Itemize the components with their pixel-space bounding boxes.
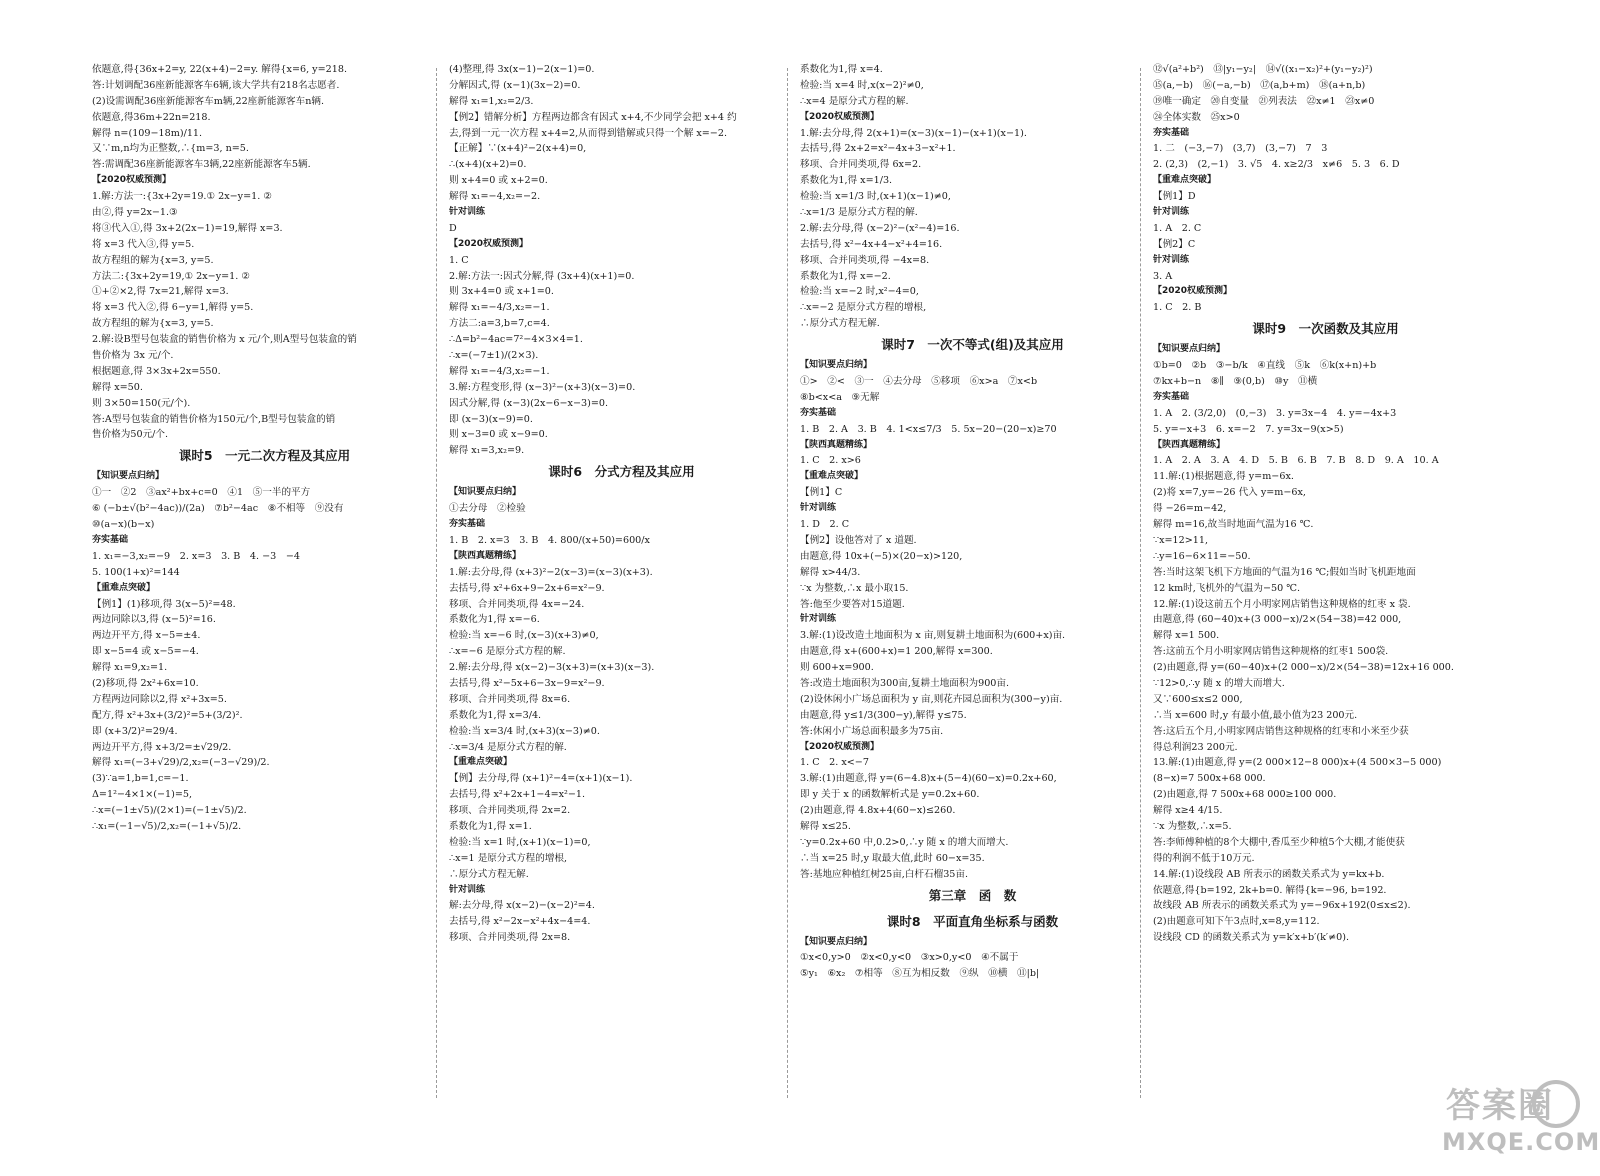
answer-line: 由题意,得 y≤1/3(300−y),解得 y≤75. (800, 709, 967, 721)
answer-line: 答:计划调配36座新能源客车6辆,该大学共有218名志愿者. (92, 79, 340, 91)
section-heading: 【陕西真题精练】 (1153, 439, 1226, 450)
answer-line: (2)设需调配36座新能源客车m辆,22座新能源客车n辆. (92, 95, 325, 107)
answer-line: 检验:当 x=4 时,x(x−2)²≠0, (800, 79, 924, 91)
answer-line: 系数化为1,得 x=3/4. (449, 709, 542, 721)
answer-line: 答:改造土地面积为300亩,复耕土地面积为900亩. (800, 677, 1010, 689)
answer-line: 故方程组的解为{x=3, y=5. (92, 318, 214, 330)
answer-line: 移项、合并同类项,得 8x=6. (449, 693, 571, 705)
column-divider (787, 68, 788, 1098)
answer-line: 解得 x≥4 4/15. (1153, 805, 1223, 817)
answer-line: 3. A (1153, 270, 1173, 282)
answer-line: 即 x−5=4 或 x−5=−4. (92, 646, 199, 658)
answer-line: 1.解:方法一:{3x+2y=19.① 2x−y=1. ② (92, 191, 272, 203)
answer-line: 2.解:去分母,得 (x−2)²−(x²−4)=16. (800, 222, 960, 234)
section-heading: 【知识要点归纳】 (800, 936, 873, 947)
section-heading: 【重难点突破】 (800, 471, 864, 482)
answer-line: ∴当 x=25 时,y 取最大值,此时 60−x=35. (800, 852, 985, 864)
answer-line: 答:他至少要答对15道题. (800, 598, 905, 610)
column-1 (92, 62, 437, 1102)
answer-line: ①+②×2,得 7x=21,解得 x=3. (92, 286, 229, 298)
section-heading: 【2020权威预测】 (92, 175, 172, 186)
section-heading: 针对训练 (449, 884, 486, 895)
answer-line: ∴原分式方程无解. (800, 318, 880, 330)
answer-line: 移项、合并同类项,得 2x=8. (449, 932, 571, 944)
answer-line: 答:这后五个月,小明家网店销售这种规格的红枣和小米至少获 (1153, 725, 1409, 737)
answer-line: ⑮(a,−b) ⑯(−a,−b) ⑰(a,b+m) ⑱(a+n,b) (1153, 79, 1366, 91)
answer-line: 答:休闲小广场总面积最多为75亩. (800, 725, 944, 737)
answer-line: 去括号,得 x²−5x+6−3x−9=x²−9. (449, 677, 605, 689)
answer-line: ⑧b<x<a ⑨无解 (800, 391, 880, 403)
answer-line: 去括号,得 x²+2x+1−4=x²−1. (449, 789, 586, 801)
section-heading: 针对训练 (800, 503, 837, 514)
answer-line: 【例1】C (800, 487, 843, 499)
answer-line: (2)将 x=7,y=−26 代入 y=m−6x, (1153, 487, 1306, 499)
answer-line: 解得 x₁=(−3+√29)/2,x₂=(−3−√29)/2. (92, 757, 270, 769)
answer-line: 1. D 2. C (800, 519, 850, 531)
answer-line: 则 x−3=0 或 x−9=0. (449, 429, 548, 441)
answer-line: 移项、合并同类项,得 6x=2. (800, 159, 922, 171)
answer-line: 两边同除以3,得 (x−5)²=16. (92, 614, 216, 626)
answer-line: 移项、合并同类项,得 2x=2. (449, 805, 571, 817)
answer-line: 【正解】∵(x+4)²−2(x+4)=0, (449, 143, 587, 155)
answer-line: ∴当 x=600 时,y 有最小值,最小值为23 200元. (1153, 709, 1358, 721)
watermark-text: 答案圈 (1446, 1086, 1554, 1126)
answer-line: 依题意,得{b=192, 2k+b=0. 解得{k=−96, b=192. (1153, 884, 1387, 896)
answer-line: (2)设休闲小广场总面积为 y 亩,则花卉园总面积为(300−y)亩. (800, 693, 1063, 705)
answer-line: 14.解:(1)设线段 AB 所表示的函数关系式为 y=kx+b. (1153, 868, 1385, 880)
answer-line: 解得 x₁=1,x₂=2/3. (449, 95, 534, 107)
answer-line: 答:需调配36座新能源客车3辆,22座新能源客车5辆. (92, 159, 311, 171)
answer-line: 系数化为1,得 x=1/3. (800, 175, 893, 187)
answer-line: 解得 x₁=−4/3,x₂=−1. (449, 365, 550, 377)
answer-line: 检验:当 x=3/4 时,(x+3)(x−3)≠0. (449, 725, 600, 737)
answer-line: 设线段 CD 的函数关系式为 y=k′x+b′(k′≠0). (1153, 932, 1350, 944)
section-title: 课时5 一元二次方程及其应用 (178, 448, 351, 464)
answer-line: 2.解:设B型号包装盒的销售价格为 x 元/个,则A型号包装盒的销 (92, 334, 357, 346)
answer-line: ∴(x+4)(x+2)=0. (449, 159, 527, 171)
answer-line: ∴x=1 是原分式方程的增根, (449, 852, 568, 864)
answer-line: 由题意,得 (60−40)x+(3 000−x)/2×(54−38)=42 000, (1153, 614, 1402, 626)
section-heading: 【重难点突破】 (449, 757, 513, 768)
answer-line: 【例2】C (1153, 238, 1196, 250)
answer-line: (2)由题意,得 y=(60−40)x+(2 000−x)/2×(54−38)=12x+16 000. (1153, 662, 1454, 674)
answer-line: 1. B 2. A 3. B 4. 1<x≤7/3 5. 5x−20−(20−x)≥70 (800, 423, 1057, 435)
answer-line: (2)移项,得 2x²+6x=10. (92, 677, 199, 689)
answer-line: 去括号,得 2x+2=x²−4x+3−x²+1. (800, 143, 956, 155)
answer-line: 解得 m=16,故当时地面气温为16 ℃. (1153, 519, 1314, 531)
section-heading: 【重难点突破】 (1153, 175, 1217, 186)
answer-line: ⑤y₁ ⑥x₂ ⑦相等 ⑧互为相反数 ⑨纵 ⑩横 ⑪|b| (800, 968, 1040, 980)
answer-line: 分解因式,得 (x−1)(3x−2)=0. (449, 79, 581, 91)
section-title: 课时9 一次函数及其应用 (1252, 321, 1399, 337)
answer-line: ∵x=12>11, (1153, 534, 1209, 546)
answer-line: ∴x=(−7±1)/(2×3). (449, 350, 539, 362)
answer-line: ∴x=−2 是原分式方程的增根, (800, 302, 927, 314)
answer-line: (2)由题意,得 4.8x+4(60−x)≤260. (800, 805, 956, 817)
answer-line: 1.解:去分母,得 2(x+1)=(x−3)(x−1)−(x+1)(x−1). (800, 127, 1027, 139)
watermark-logo (1436, 1078, 1600, 1168)
section-heading: 夯实基础 (449, 519, 486, 530)
column-4 (1153, 62, 1498, 1102)
answer-line: 故线段 AB 所表示的函数关系式为 y=−96x+192(0≤x≤2). (1153, 900, 1411, 912)
section-heading: 夯实基础 (800, 407, 837, 418)
answer-line: D (449, 222, 457, 234)
answer-line: Δ=1²−4×1×(−1)=5, (92, 789, 193, 801)
section-heading: 夯实基础 (1153, 391, 1190, 402)
watermark-circle-icon (1532, 1080, 1580, 1128)
answer-line: ①一 ②2 ③ax²+bx+c=0 ④1 ⑤一半的平方 (92, 487, 311, 499)
answer-line: ∵12>0,∴y 随 x 的增大而增大. (1153, 677, 1285, 689)
section-heading: 【陕西真题精练】 (800, 439, 873, 450)
answer-line: 依题意,得36m+22n=218. (92, 111, 211, 123)
answer-line: 方法二:{3x+2y=19,① 2x−y=1. ② (92, 270, 250, 282)
answer-line: 将 x=3 代入③,得 y=5. (92, 238, 195, 250)
answer-line: 5. 100(1+x)²=144 (92, 566, 180, 578)
answer-line: (4)整理,得 3x(x−1)−2(x−1)=0. (449, 64, 595, 75)
answer-line: 1. B 2. x=3 3. B 4. 800/(x+50)=600/x (449, 534, 650, 546)
answer-line: 依题意,得{36x+2=y, 22(x+4)−2=y. 解得{x=6, y=218. (92, 64, 348, 75)
answer-line: ∴x=1/3 是原分式方程的解. (800, 207, 918, 219)
answer-line: 得总利润23 200元. (1153, 741, 1238, 753)
section-heading: 针对训练 (1153, 254, 1190, 265)
answer-line: 因式分解,得 (x−3)(2x−6−x−3)=0. (449, 397, 609, 409)
answer-line: 方法二:a=3,b=7,c=4. (449, 318, 550, 330)
answer-line: 两边开平方,得 x+3/2=±√29/2. (92, 741, 232, 753)
answer-line: 1. A 2. (3/2,0) (0,−3) 3. y=3x−4 4. y=−4x+3 (1153, 407, 1397, 419)
section-heading: 【2020权威预测】 (449, 238, 529, 249)
answer-line: 答:李师傅种植的8个大棚中,香瓜至少种植5个大棚,才能使获 (1153, 836, 1405, 848)
answer-line: 1. x₁=−3,x₂=−9 2. x=3 3. B 4. −3 −4 (92, 550, 300, 562)
answer-line: 移项、合并同类项,得 −4x=8. (800, 254, 930, 266)
answer-line: 解得 n=(109−18m)/11. (92, 127, 203, 139)
answer-line: 由题意,得 10x+(−5)×(20−x)>120, (800, 550, 963, 562)
answer-line: 即 (x+3/2)²=29/4. (92, 725, 178, 737)
answer-line: 检验:当 x=−2 时,x²−4=0, (800, 286, 919, 298)
answer-line: 由题意,得 x+(600+x)=1 200,解得 x=300. (800, 646, 993, 658)
answer-line: 【例1】(1)移项,得 3(x−5)²=48. (92, 598, 236, 610)
answer-line: 又∵600≤x≤2 000, (1153, 693, 1243, 705)
answer-line: 12.解:(1)设这前五个月小明家网店销售这种规格的红枣 x 袋. (1153, 598, 1411, 610)
answer-line: 得的利润不低于10万元. (1153, 852, 1255, 864)
section-heading: 【知识要点归纳】 (449, 487, 522, 498)
answer-line: 系数化为1,得 x=1. (449, 820, 532, 832)
answer-line: 【例1】D (1153, 191, 1196, 203)
answer-line: 去括号,得 x²−4x+4−x²+4=16. (800, 238, 943, 250)
answer-line: 则 3×50=150(元/个). (92, 397, 191, 409)
answer-line: 解得 x>44/3. (800, 566, 861, 578)
answer-line: (8−x)=7 500x+68 000. (1153, 773, 1266, 785)
answer-line: ①x<0,y>0 ②x<0,y<0 ③x>0,y<0 ④不属于 (800, 952, 1019, 964)
answer-line: 系数化为1,得 x=−2. (800, 270, 891, 282)
answer-line: 解得 x≤25. (800, 820, 851, 832)
answer-line: 即 (x−3)(x−9)=0. (449, 413, 533, 425)
answer-line: 去,得到一元一次方程 x+4=2,从而得到错解或只得一个解 x=−2. (449, 127, 728, 139)
answer-line: 1. C 2. x>6 (800, 455, 861, 467)
answer-line: 去括号,得 x²+6x+9−2x+6=x²−9. (449, 582, 605, 594)
section-title: 课时8 平面直角坐标系与函数 (886, 913, 1059, 929)
section-heading: 【知识要点归纳】 (92, 471, 165, 482)
answer-line: 1.解:去分母,得 (x+3)²−2(x−3)=(x−3)(x+3). (449, 566, 653, 578)
answer-line: ∴x₁=(−1−√5)/2,x₂=(−1+√5)/2. (92, 820, 242, 832)
answer-line: 解得 x₁=9,x₂=1. (92, 662, 168, 674)
column-3 (800, 62, 1145, 1102)
answer-line: (2)由题意可知下午3点时,x=8,y=112. (1153, 916, 1320, 928)
answer-line: ∴Δ=b²−4ac=7²−4×3×4=1. (449, 334, 583, 346)
answer-line: 解得 x₁=−4/3,x₂=−1. (449, 302, 550, 314)
answer-line: 故方程组的解为{x=3, y=5. (92, 254, 214, 266)
section-heading: 【陕西真题精练】 (449, 550, 522, 561)
column-divider (436, 68, 437, 1098)
section-heading: 针对训练 (449, 207, 486, 218)
answer-line: 答:A型号包装盒的销售价格为150元/个,B型号包装盒的销 (92, 413, 336, 425)
section-heading: 夯实基础 (92, 534, 129, 545)
section-heading: 【2020权威预测】 (800, 111, 880, 122)
answer-line: 则 600+x=900. (800, 662, 874, 674)
section-heading: 【2020权威预测】 (800, 741, 880, 752)
answer-line: 方程两边同除以2,得 x²+3x=5. (92, 693, 227, 705)
answer-line: 售价格为50元/个. (92, 429, 169, 441)
answer-line: 1. C 2. B (1153, 302, 1202, 314)
answer-line: 【例2】设他答对了 x 道题. (800, 534, 917, 546)
section-heading: 夯实基础 (1153, 127, 1190, 138)
answer-line: 解:去分母,得 x(x−2)−(x−2)²=4. (449, 900, 595, 912)
answer-line: 系数化为1,得 x=4. (800, 64, 883, 75)
answer-line: ∴x=3/4 是原分式方程的解. (449, 741, 567, 753)
answer-line: 即 y 关于 x 的函数解析式是 y=0.2x+60. (800, 789, 980, 801)
answer-line: 2.解:方法一:因式分解,得 (3x+4)(x+1)=0. (449, 270, 635, 282)
answer-line: 答:这前五个月小明家网店销售这种规格的红枣1 500袋. (1153, 646, 1389, 658)
answer-line: 1. 二 (−3,−7) (3,7) (3,−7) 7 3 (1153, 143, 1328, 155)
answer-line: ⑩(a−x)(b−x) (92, 519, 155, 531)
answer-line: ①去分母 ②检验 (449, 503, 526, 515)
answer-line: 配方,得 x²+3x+(3/2)²=5+(3/2)². (92, 709, 243, 721)
answer-line: 解得 x=50. (92, 381, 143, 393)
answer-line: 解得 x=1 500. (1153, 630, 1220, 642)
answer-line: ⑲唯一确定 ⑳自变量 ㉑列表法 ㉒x≠1 ㉓x≠0 (1153, 95, 1375, 107)
answer-line: 则 3x+4=0 或 x+1=0. (449, 286, 554, 298)
answer-line: 1. A 2. C (1153, 222, 1202, 234)
answer-line: 去括号,得 x²−2x−x²+4x−4=4. (449, 916, 591, 928)
watermark-url: MXQE.COM (1442, 1128, 1600, 1156)
section-title: 第三章 函 数 (928, 887, 1017, 903)
section-heading: 针对训练 (800, 614, 837, 625)
answer-line: 2.解:去分母,得 x(x−2)−3(x+3)=(x+3)(x−3). (449, 662, 655, 674)
answer-line: ①> ②< ③一 ④去分母 ⑤移项 ⑥x>a ⑦x<b (800, 376, 1038, 388)
answer-line: ⑦kx+b−n ⑧∥ ⑨(0,b) ⑩y ⑪横 (1153, 376, 1318, 388)
answer-line: 5. y=−x+3 6. x=−2 7. y=3x−9(x>5) (1153, 423, 1344, 435)
answer-line: 检验:当 x=−6 时,(x−3)(x+3)≠0, (449, 630, 599, 642)
section-heading: 针对训练 (1153, 207, 1190, 218)
answer-line: ①b=0 ②b ③−b/k ④直线 ⑤k ⑥k(x+n)+b (1153, 360, 1377, 372)
section-heading: 【2020权威预测】 (1153, 286, 1233, 297)
answer-line: 检验:当 x=1 时,(x+1)(x−1)=0, (449, 836, 591, 848)
answer-line: 售价格为 3x 元/个. (92, 350, 174, 362)
answer-line: 答:当时这架飞机下方地面的气温为16 ℃;假如当时飞机距地面 (1153, 566, 1416, 578)
answer-line: ㉔全体实数 ㉕x>0 (1153, 111, 1240, 123)
answer-line: ∴x=4 是原分式方程的解. (800, 95, 909, 107)
answer-line: 答:基地应种植红树25亩,白杆石榴35亩. (800, 868, 969, 880)
section-heading: 【知识要点归纳】 (800, 360, 873, 371)
answer-line: ∵x 为整数,∴x=5. (1153, 820, 1232, 832)
answer-line: 则 x+4=0 或 x+2=0. (449, 175, 548, 187)
answer-line: 解得 x₁=−4,x₂=−2. (449, 191, 541, 203)
column-2 (449, 62, 794, 1102)
answer-line: 1. C 2. x<−7 (800, 757, 869, 769)
section-title: 课时7 一次不等式(组)及其应用 (881, 337, 1064, 353)
section-title: 课时6 分式方程及其应用 (548, 464, 695, 480)
answer-line: ∴原分式方程无解. (449, 868, 529, 880)
answer-line: 1. C (449, 254, 469, 266)
answer-line: 由②,得 y=2x−1.③ (92, 207, 178, 219)
answer-line: 根据题意,得 3×3x+2x=550. (92, 365, 221, 377)
answer-line: ⑥ (−b±√(b²−4ac))/(2a) ⑦b²−4ac ⑧不相等 ⑨没有 (92, 503, 344, 515)
answer-line: 13.解:(1)由题意,得 y=(2 000×12−8 000)x+(4 500×3−5 000) (1153, 757, 1442, 769)
answer-line: ∴x=(−1±√5)/(2×1)=(−1±√5)/2. (92, 805, 247, 817)
answer-line: 解得 x₁=3,x₂=9. (449, 445, 525, 457)
answer-line: 【例2】错解分析】方程两边都含有因式 x+4,不少同学会把 x+4 约 (449, 111, 737, 123)
answer-line: 3.解:(1)由题意,得 y=(6−4.8)x+(5−4)(60−x)=0.2x+60, (800, 773, 1057, 785)
answer-line: ∴x=−6 是原分式方程的解. (449, 646, 566, 658)
answer-line: 12 km时,飞机外的气温为−50 ℃. (1153, 582, 1301, 594)
answer-line: (3)∵a=1,b=1,c=−1. (92, 773, 189, 785)
answer-line: ∴y=16−6×11=−50. (1153, 550, 1251, 562)
answer-line: 系数化为1,得 x=−6. (449, 614, 540, 626)
answer-line: 将③代入①,得 3x+2(2x−1)=19,解得 x=3. (92, 222, 283, 234)
answer-line: 检验:当 x=1/3 时,(x+1)(x−1)≠0, (800, 191, 951, 203)
answer-line: ∵y=0.2x+60 中,0.2>0,∴y 随 x 的增大而增大. (800, 836, 1009, 848)
answer-line: 2. (2,3) (2,−1) 3. √5 4. x≥2/3 x≠6 5. 3 6. D (1153, 159, 1400, 171)
column-divider (1140, 68, 1141, 1098)
answer-line: 3.解:方程变形,得 (x−3)²−(x+3)(x−3)=0. (449, 381, 636, 393)
answer-line: 【例】去分母,得 (x+1)²−4=(x+1)(x−1). (449, 773, 633, 785)
answer-line: ⑫√(a²+b²) ⑬|y₁−y₂| ⑭√((x₁−x₂)²+(y₁−y₂)²) (1153, 64, 1373, 75)
answer-line: 得 −26=m−42, (1153, 503, 1227, 515)
answer-line: (2)由题意,得 7 500x+68 000≥100 000. (1153, 789, 1337, 801)
answer-line: 又∵m,n均为正整数,∴{m=3, n=5. (92, 143, 249, 155)
answer-line: ∵x 为整数,∴x 最小取15. (800, 582, 909, 594)
answer-line: 1. A 2. A 3. A 4. D 5. B 6. B 7. B 8. D 9. A 10. A (1153, 455, 1439, 467)
answer-line: 两边开平方,得 x−5=±4. (92, 630, 201, 642)
answer-line: 移项、合并同类项,得 4x=−24. (449, 598, 585, 610)
answer-line: 将 x=3 代入②,得 6−y=1,解得 y=5. (92, 302, 254, 314)
section-heading: 【知识要点归纳】 (1153, 344, 1226, 355)
answer-line: 11.解:(1)根据题意,得 y=m−6x. (1153, 471, 1294, 483)
section-heading: 【重难点突破】 (92, 582, 156, 593)
answer-line: 3.解:(1)设改造土地面积为 x 亩,则复耕土地面积为(600+x)亩. (800, 630, 1066, 642)
